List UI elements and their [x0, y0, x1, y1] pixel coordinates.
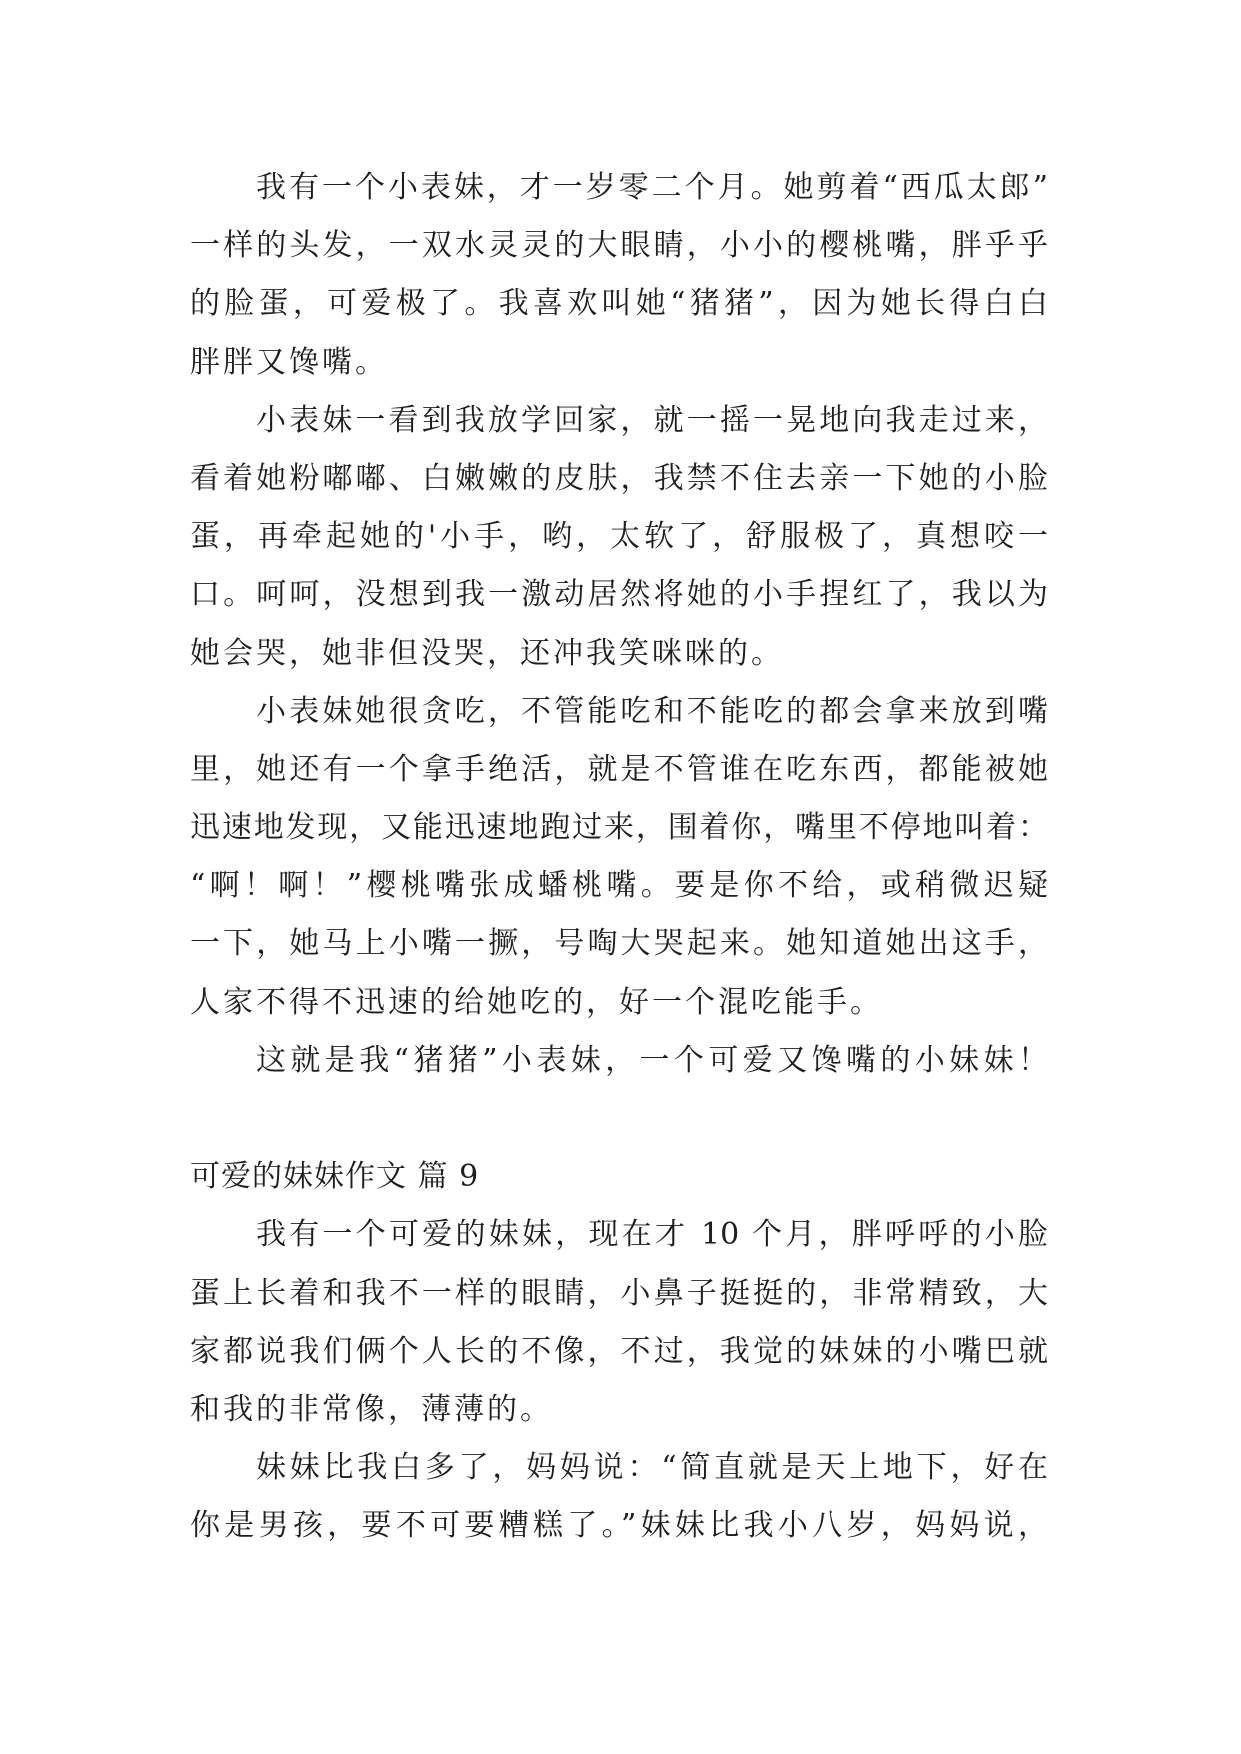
section-heading: 可爱的妹妹作文 篇 9 [190, 1159, 480, 1195]
paragraph-line: 迅速地发现，又能迅速地跑过来，围着你，嘴里不停地叫着： [190, 810, 1048, 846]
paragraph [190, 1032, 1048, 1090]
paragraph-line: 口。呵呵，没想到我一激动居然将她的小手捏红了，我以为 [190, 577, 1048, 613]
paragraph-line: 一下，她马上小嘴一撅，号啕大哭起来。她知道她出这手， [190, 926, 1048, 962]
paragraph-line: 小表妹一看到我放学回家，就一摇一晃地向我走过来， [256, 402, 1048, 438]
paragraph [190, 392, 1048, 683]
paragraph-line: 看着她粉嘟嘟、白嫩嫩的皮肤，我禁不住去亲一下她的小脸 [190, 460, 1048, 496]
paragraph-line: 里，她还有一个拿手绝活，就是不管谁在吃东西，都能被她 [190, 751, 1048, 787]
paragraph [190, 1439, 1048, 1555]
paragraph-line: 家都说我们俩个人长的不像，不过，我觉的妹妹的小嘴巴就 [190, 1333, 1048, 1369]
paragraph-line: 你是男孩，要不可要糟糕了。”妹妹比我小八岁，妈妈说， [190, 1508, 1048, 1544]
paragraph-line: 妹妹比我白多了，妈妈说：“简直就是天上地下，好在 [256, 1450, 1048, 1486]
paragraph-line: 胖胖又馋嘴。 [190, 344, 388, 380]
document-body [190, 159, 1048, 1556]
paragraph-line: 她会哭，她非但没哭，还冲我笑咪咪的。 [190, 635, 784, 671]
blank-line [190, 1090, 1048, 1148]
paragraph-line: “啊！啊！”樱桃嘴张成蟠桃嘴。要是你不给，或稍微迟疑 [190, 868, 1048, 904]
paragraph [190, 683, 1048, 1032]
paragraph [190, 159, 1048, 392]
paragraph-line: 蛋上长着和我不一样的眼睛，小鼻子挺挺的，非常精致，大 [190, 1275, 1048, 1311]
paragraph-line: 一样的头发，一双水灵灵的大眼睛，小小的樱桃嘴，胖乎乎 [190, 228, 1048, 264]
paragraph-line: 这就是我“猪猪”小表妹，一个可爱又馋嘴的小妹妹！ [256, 1042, 1048, 1078]
paragraph-line: 和我的非常像，薄薄的。 [190, 1391, 553, 1427]
paragraph [190, 1206, 1048, 1439]
paragraph-line: 小表妹她很贪吃，不管能吃和不能吃的都会拿来放到嘴 [256, 693, 1048, 729]
paragraph-line: 我有一个小表妹，才一岁零二个月。她剪着“西瓜太郎” [256, 170, 1048, 205]
paragraph-line: 我有一个可爱的妹妹，现在才 10 个月，胖呼呼的小脸 [256, 1217, 1048, 1253]
paragraph-line: 的脸蛋，可爱极了。我喜欢叫她“猪猪”，因为她长得白白 [190, 286, 1048, 322]
paragraph-line: 人家不得不迅速的给她吃的，好一个混吃能手。 [190, 984, 883, 1020]
paragraph-line: 蛋，再牵起她的'小手，哟，太软了，舒服极了，真想咬一 [190, 519, 1048, 555]
